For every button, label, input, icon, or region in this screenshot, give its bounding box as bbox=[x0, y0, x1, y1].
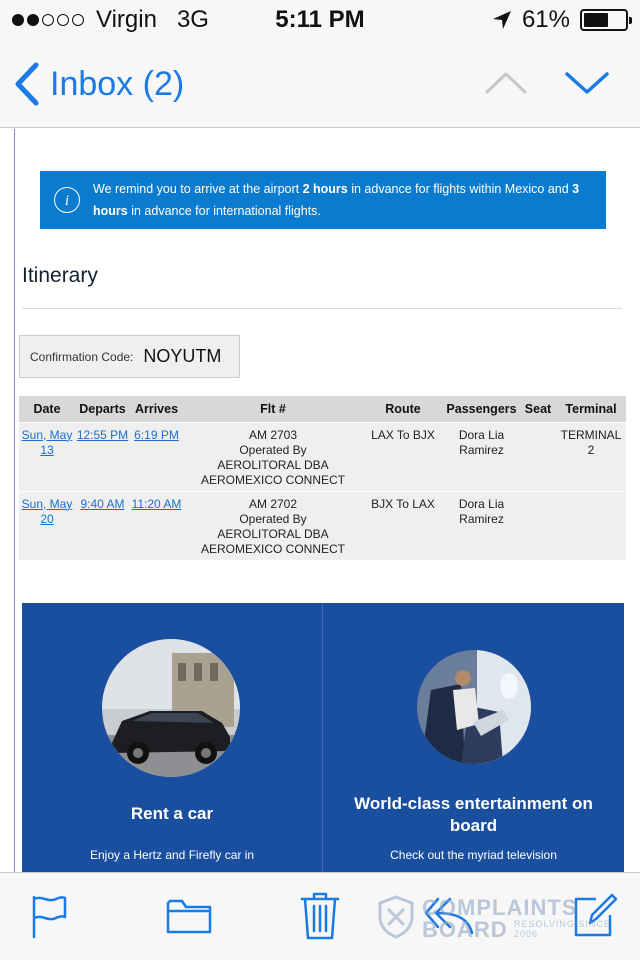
message-toolbar bbox=[0, 872, 640, 960]
email-body[interactable] bbox=[0, 129, 640, 872]
promo-banner bbox=[22, 603, 624, 872]
status-bar bbox=[0, 0, 640, 40]
route-cell: BJX To LAX bbox=[363, 491, 443, 560]
column-header: Departs bbox=[75, 396, 130, 422]
terminal-cell: TERMINAL 2 bbox=[556, 422, 626, 491]
departure-time-link[interactable]: 12:55 PM bbox=[76, 427, 129, 442]
entertainment-promo[interactable] bbox=[323, 603, 624, 872]
confirmation-label: Confirmation Code: bbox=[30, 349, 134, 364]
column-header: Terminal bbox=[556, 396, 626, 422]
flight-cell bbox=[183, 491, 363, 560]
flight-number: AM 2703 bbox=[248, 427, 298, 442]
back-to-inbox-button[interactable] bbox=[14, 62, 184, 106]
folder-icon[interactable] bbox=[166, 897, 212, 935]
airport-reminder-notice: i We remind you to arrive at the airport 2 hours in advance for flights within Mexico and 3 hours in advance for international flights. bbox=[40, 171, 606, 229]
date-link[interactable]: Sun, May 20 bbox=[21, 496, 73, 526]
operated-by-label: Operated By bbox=[239, 511, 307, 526]
arrival-time-link[interactable]: 6:19 PM bbox=[134, 427, 179, 442]
terminal-cell bbox=[556, 491, 626, 560]
back-label: Inbox (2) bbox=[50, 64, 185, 103]
passenger-cell: Dora Lia Ramirez bbox=[443, 491, 520, 560]
confirmation-code-box bbox=[19, 335, 240, 378]
itinerary-table bbox=[19, 396, 626, 560]
clock: 5:11 PM bbox=[275, 6, 365, 33]
battery-level bbox=[584, 13, 608, 27]
battery-percent: 61% bbox=[521, 6, 570, 33]
rent-a-car-promo[interactable] bbox=[22, 603, 322, 872]
promo-title: World-class entertainment on board bbox=[354, 794, 593, 835]
column-header: Passengers bbox=[443, 396, 520, 422]
operator-name: AEROLITORAL DBA AEROMEXICO CONNECT bbox=[200, 526, 345, 556]
column-header: Arrives bbox=[130, 396, 183, 422]
column-header: Seat bbox=[520, 396, 556, 422]
chevron-left-icon bbox=[14, 62, 40, 106]
promo-text: Enjoy a Hertz and Firefly car in bbox=[89, 848, 255, 862]
info-icon: i bbox=[54, 187, 80, 213]
itinerary-heading: Itinerary bbox=[22, 264, 98, 287]
previous-message-chevron-up-icon[interactable] bbox=[484, 66, 528, 98]
flight-cell bbox=[183, 422, 363, 491]
confirmation-code: NOYUTM bbox=[143, 346, 222, 366]
passenger-cell: Dora Lia Ramirez bbox=[443, 422, 520, 491]
car-photo bbox=[102, 639, 240, 777]
watermark-line: COMPLAINTS bbox=[422, 895, 578, 920]
column-header: Flt # bbox=[183, 396, 363, 422]
carrier-name: Virgin bbox=[96, 6, 157, 33]
arrival-time-link[interactable]: 11:20 AM bbox=[131, 496, 182, 511]
promo-title: Rent a car bbox=[130, 804, 214, 823]
cabin-photo bbox=[417, 650, 531, 764]
table-row bbox=[19, 491, 626, 560]
table-header-row bbox=[19, 396, 626, 422]
quote-rule bbox=[14, 129, 15, 872]
date-link[interactable]: Sun, May 13 bbox=[21, 427, 73, 457]
table-row bbox=[19, 422, 626, 491]
network-type: 3G bbox=[176, 6, 209, 33]
location-arrow-icon bbox=[492, 10, 512, 30]
operated-by-label: Operated By bbox=[239, 442, 307, 457]
watermark-tagline: RESOLVING SINCE 2006 bbox=[514, 919, 611, 939]
promo-text: Check out the myriad television bbox=[390, 848, 557, 862]
column-header: Route bbox=[363, 396, 443, 422]
route-cell: LAX To BJX bbox=[363, 422, 443, 491]
operator-name: AEROLITORAL DBA AEROMEXICO CONNECT bbox=[200, 457, 345, 487]
departure-time-link[interactable]: 9:40 AM bbox=[80, 496, 125, 511]
shield-logo-icon bbox=[378, 895, 414, 939]
seat-cell bbox=[520, 491, 556, 560]
column-header: Date bbox=[19, 396, 75, 422]
complaintsboard-watermark bbox=[378, 895, 618, 941]
flag-icon[interactable] bbox=[30, 893, 68, 939]
next-message-chevron-down-icon[interactable] bbox=[564, 66, 610, 98]
trash-icon[interactable] bbox=[300, 891, 340, 941]
battery-icon bbox=[580, 9, 628, 31]
divider bbox=[22, 308, 622, 309]
seat-cell bbox=[520, 422, 556, 491]
watermark-line: BOARD bbox=[422, 917, 508, 942]
navigation-bar bbox=[0, 40, 640, 128]
flight-number: AM 2702 bbox=[248, 496, 298, 511]
